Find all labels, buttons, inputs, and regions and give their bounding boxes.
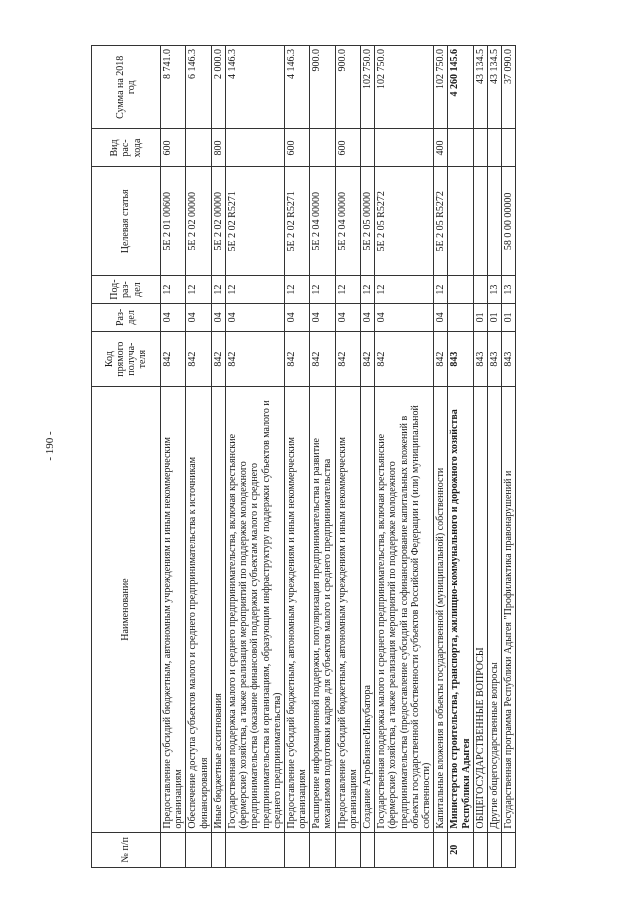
- row-expense-type: [186, 129, 211, 167]
- table-row: [284, 46, 309, 868]
- row-razdel: [448, 304, 473, 332]
- row-razdel: 04: [211, 304, 225, 332]
- row-podrazdel: 12: [310, 276, 335, 304]
- row-razdel: 01: [473, 304, 487, 332]
- header-target: Целевая статья: [92, 167, 161, 276]
- row-name: Иные бюджетные ассигнования: [211, 387, 225, 832]
- row-podrazdel: 12: [225, 276, 284, 304]
- row-num: [225, 832, 284, 867]
- row-num: [310, 832, 335, 867]
- row-podrazdel: [448, 276, 473, 304]
- row-razdel: 04: [434, 304, 448, 332]
- row-num: [361, 832, 375, 867]
- table-row: [487, 46, 501, 868]
- rotated-page: [91, 45, 621, 868]
- header-razdel: Раз-дел: [92, 304, 161, 332]
- row-razdel: 04: [186, 304, 211, 332]
- row-num: [284, 832, 309, 867]
- budget-table: [91, 45, 516, 868]
- row-sum: 102 750.0: [434, 46, 448, 130]
- row-target: [487, 167, 501, 276]
- row-code: 843: [487, 331, 501, 387]
- table-row: [186, 46, 211, 868]
- row-sum: 8 741.0: [161, 46, 186, 130]
- row-code: 842: [284, 331, 309, 387]
- row-code: 842: [161, 331, 186, 387]
- row-sum: 900.0: [335, 46, 360, 130]
- row-sum: 4 146.3: [284, 46, 309, 130]
- row-num: [211, 832, 225, 867]
- row-razdel: 04: [284, 304, 309, 332]
- row-podrazdel: 12: [161, 276, 186, 304]
- row-expense-type: [448, 129, 473, 167]
- row-expense-type: 800: [211, 129, 225, 167]
- row-razdel: 04: [361, 304, 375, 332]
- row-name: Предоставление субсидий бюджетным, автономным учреждениям и иным некоммерческим организациям: [161, 387, 186, 832]
- header-podrazdel: Под-раз-дел: [92, 276, 161, 304]
- row-target: [473, 167, 487, 276]
- row-name: Капитальные вложения в объекты государственной (муниципальной) собственности: [434, 387, 448, 832]
- row-podrazdel: 12: [186, 276, 211, 304]
- row-sum: 2 000.0: [211, 46, 225, 130]
- row-podrazdel: 13: [502, 276, 516, 304]
- row-target: 5E 2 05 R5272: [375, 167, 434, 276]
- row-target: 5E 2 05 00000: [361, 167, 375, 276]
- row-target: 5E 2 04 00000: [335, 167, 360, 276]
- row-num: [434, 832, 448, 867]
- row-podrazdel: [473, 276, 487, 304]
- row-num: [502, 832, 516, 867]
- table-body: [161, 46, 516, 868]
- row-code: 842: [211, 331, 225, 387]
- row-sum: 4 260 145.6: [448, 46, 473, 130]
- row-expense-type: [502, 129, 516, 167]
- row-target: 5E 2 02 00000: [211, 167, 225, 276]
- table-row: [502, 46, 516, 868]
- row-sum: 37 090.0: [502, 46, 516, 130]
- row-target: 5E 2 04 00000: [310, 167, 335, 276]
- row-expense-type: [375, 129, 434, 167]
- row-podrazdel: 12: [434, 276, 448, 304]
- header-name: Наименование: [92, 387, 161, 832]
- row-expense-type: 400: [434, 129, 448, 167]
- table-row: [310, 46, 335, 868]
- table-row: [211, 46, 225, 868]
- row-name: Государственная программа Республики Адыгея "Профилактика правонарушений и: [502, 387, 516, 832]
- row-razdel: 01: [502, 304, 516, 332]
- table-row: [225, 46, 284, 868]
- row-target: [448, 167, 473, 276]
- header-row: [92, 46, 161, 868]
- row-expense-type: 600: [284, 129, 309, 167]
- row-expense-type: [310, 129, 335, 167]
- row-expense-type: [225, 129, 284, 167]
- row-name: Обеспечение доступа субъектов малого и среднего предпринимательства к источникам финансирования: [186, 387, 211, 832]
- row-code: 842: [310, 331, 335, 387]
- table-row: [361, 46, 375, 868]
- row-target: 5E 2 02 00000: [186, 167, 211, 276]
- row-num: [335, 832, 360, 867]
- row-num: [487, 832, 501, 867]
- row-num: [375, 832, 434, 867]
- row-name: Создание АгроБизнесИнкубатора: [361, 387, 375, 832]
- row-sum: 4 146.3: [225, 46, 284, 130]
- row-name: ОБЩЕГОСУДАРСТВЕННЫЕ ВОПРОСЫ: [473, 387, 487, 832]
- row-razdel: 01: [487, 304, 501, 332]
- row-name: Предоставление субсидий бюджетным, автономным учреждениям и иным некоммерческим организациям: [284, 387, 309, 832]
- row-name: Министерство строительства, транспорта, жилищно-коммунального и дорожного хозяйства Республики Адыгея: [448, 387, 473, 832]
- row-podrazdel: 13: [487, 276, 501, 304]
- table-row: [434, 46, 448, 868]
- table-row: [161, 46, 186, 868]
- row-code: 842: [375, 331, 434, 387]
- row-target: 5E 2 01 00600: [161, 167, 186, 276]
- row-num: 20: [448, 832, 473, 867]
- row-code: 843: [473, 331, 487, 387]
- page-number: - 190 -: [44, 431, 56, 461]
- row-sum: 43 134.5: [487, 46, 501, 130]
- row-razdel: 04: [310, 304, 335, 332]
- header-num: № п/п: [92, 832, 161, 867]
- row-num: [473, 832, 487, 867]
- row-code: 842: [186, 331, 211, 387]
- row-num: [186, 832, 211, 867]
- row-podrazdel: 12: [284, 276, 309, 304]
- row-expense-type: [473, 129, 487, 167]
- row-sum: 43 134.5: [473, 46, 487, 130]
- row-target: 5E 2 02 R5271: [284, 167, 309, 276]
- row-num: [161, 832, 186, 867]
- header-admin-code: Код прямого получа-теля: [92, 331, 161, 387]
- table-row: [375, 46, 434, 868]
- row-razdel: 04: [225, 304, 284, 332]
- row-name: Государственная поддержка малого и среднего предпринимательства, включая крестьянские (фермерские) хозяйства, а также реализация мероприятий по поддержке молодежного предпринимательства (оказание финансовой поддержки субъектам малого и среднего предпринимательства и организациям, образующим инфраструктуру поддержки субъектов малого и среднего предпринимательства): [225, 387, 284, 832]
- row-name: Другие общегосударственные вопросы: [487, 387, 501, 832]
- row-name: Государственная поддержка малого и среднего предпринимательства, включая крестьянские (фермерские) хозяйства, а также реализация мероприятий по поддержке молодежного предпринимательства (предоставление субсидий на софинансирование капитальных вложений в объекты государственной собственности субъектов Российской Федерации и (или) муниципальной собственности): [375, 387, 434, 832]
- row-code: 842: [335, 331, 360, 387]
- row-sum: 6 146.3: [186, 46, 211, 130]
- row-code: 842: [361, 331, 375, 387]
- row-code: 843: [448, 331, 473, 387]
- row-sum: 900.0: [310, 46, 335, 130]
- row-name: Предоставление субсидий бюджетным, автономным учреждениям и иным некоммерческим организациям: [335, 387, 360, 832]
- row-expense-type: [487, 129, 501, 167]
- row-name: Расширение информационной поддержки, популяризация предпринимательства и развитие механизмов подготовки кадров для субъектов малого и среднего предпринимательства: [310, 387, 335, 832]
- header-expense-type: Вид рас-хода: [92, 129, 161, 167]
- row-razdel: 04: [375, 304, 434, 332]
- row-podrazdel: 12: [335, 276, 360, 304]
- row-target: 5E 2 05 R5272: [434, 167, 448, 276]
- row-code: 843: [502, 331, 516, 387]
- row-code: 842: [434, 331, 448, 387]
- row-expense-type: 600: [161, 129, 186, 167]
- row-sum: 102 750.0: [361, 46, 375, 130]
- row-razdel: 04: [161, 304, 186, 332]
- row-expense-type: 600: [335, 129, 360, 167]
- table-row: [335, 46, 360, 868]
- row-target: 58 0 00 00000: [502, 167, 516, 276]
- header-sum: Сумма на 2018 год: [92, 46, 161, 130]
- row-expense-type: [361, 129, 375, 167]
- row-code: 842: [225, 331, 284, 387]
- row-sum: 102 750.0: [375, 46, 434, 130]
- row-podrazdel: 12: [375, 276, 434, 304]
- row-podrazdel: 12: [361, 276, 375, 304]
- row-razdel: 04: [335, 304, 360, 332]
- row-target: 5E 2 02 R5271: [225, 167, 284, 276]
- table-row: [448, 46, 473, 868]
- row-podrazdel: 12: [211, 276, 225, 304]
- table-row: [473, 46, 487, 868]
